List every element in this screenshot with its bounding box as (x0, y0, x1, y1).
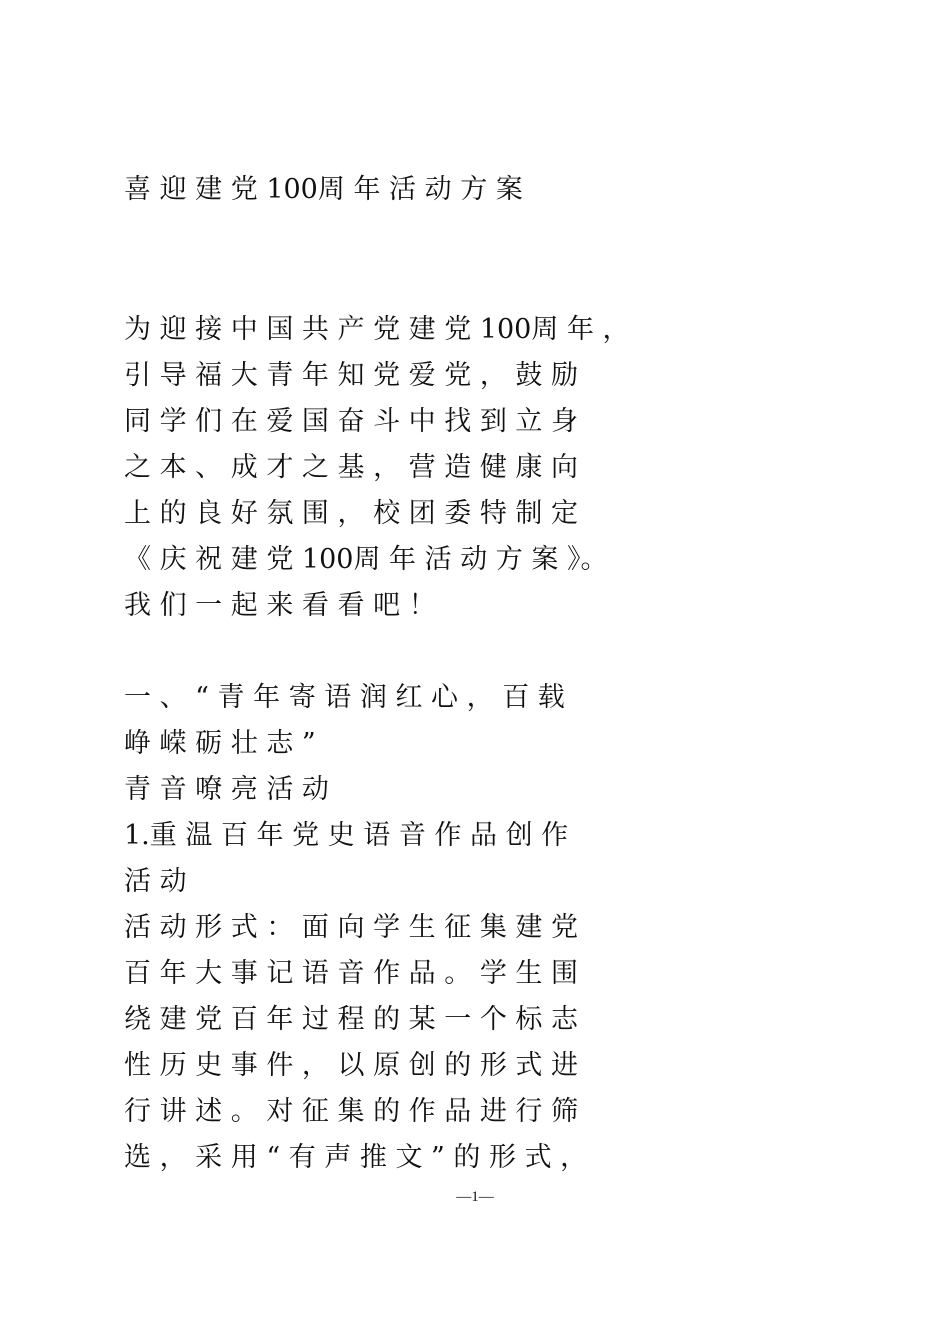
section-heading: 峥 嵘 砺 壮 志 ” (124, 728, 316, 759)
text-line: 性 历 史 事 件 ， 以 原 创 的 形 式 进 (124, 1050, 578, 1081)
text-line: 选 ， 采 用 “ 有 声 推 文 ” 的 形 式 ， (124, 1142, 588, 1173)
section-heading: 青 音 嘹 亮 活 动 (124, 774, 329, 805)
text-line: 百 年 大 事 记 语 音 作 品 。 学 生 围 (124, 958, 578, 989)
text-line: 《 庆 祝 建 党 100周 年 活 动 方 案 》。 (124, 544, 608, 575)
text-line: 为 迎 接 中 国 共 产 党 建 党 100周 年 ， (124, 314, 630, 345)
document-title: 喜 迎 建 党 100周 年 活 动 方 案 (124, 174, 523, 205)
text-line: 绕 建 党 百 年 过 程 的 某 一 个 标 志 (124, 1004, 578, 1035)
text-line: 之 本 、 成 才 之 基 ， 营 造 健 康 向 (124, 452, 578, 483)
page-number: —1— (456, 1189, 494, 1205)
subsection-heading: 1.重 温 百 年 党 史 语 音 作 品 创 作 (124, 820, 569, 851)
text-line: 引 导 福 大 青 年 知 党 爱 党 ， 鼓 励 (124, 360, 578, 391)
text-line: 我 们 一 起 来 看 看 吧 ！ (124, 590, 436, 621)
section-heading: 一 、 “ 青 年 寄 语 润 红 心 ， 百 载 (124, 682, 565, 713)
text-line: 活 动 形 式 ： 面 向 学 生 征 集 建 党 (124, 912, 578, 943)
text-line: 上 的 良 好 氛 围 ， 校 团 委 特 制 定 (124, 498, 578, 529)
subsection-heading: 活 动 (124, 866, 187, 897)
text-line: 同 学 们 在 爱 国 奋 斗 中 找 到 立 身 (124, 406, 578, 437)
text-line: 行 讲 述 。 对 征 集 的 作 品 进 行 筛 (124, 1096, 578, 1127)
